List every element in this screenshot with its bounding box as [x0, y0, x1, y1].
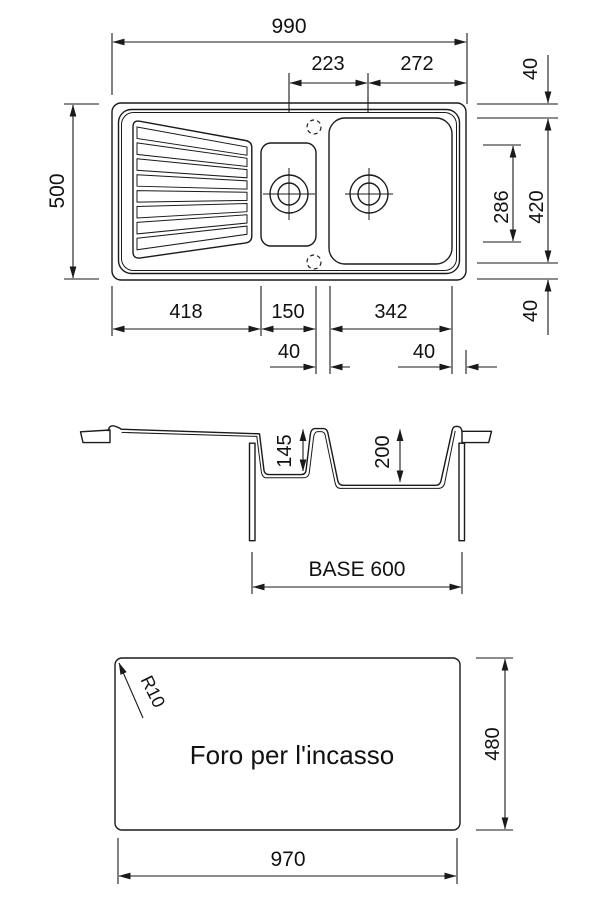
cutout-label: Foro per l'incasso	[189, 740, 395, 770]
large-bowl-drain	[345, 168, 393, 220]
drainboard-grooves	[137, 127, 247, 250]
counter-right	[462, 431, 492, 442]
dim-cutout-width: 970	[270, 848, 306, 871]
top-view	[46, 15, 558, 374]
top-view-extension-lines	[64, 33, 558, 374]
counter-left	[81, 430, 111, 443]
dim-gap-right-edge: 40	[412, 341, 436, 363]
dim-overall-width: 990	[271, 15, 307, 38]
dim-overall-height: 500	[46, 173, 69, 209]
drainboard-outline	[133, 121, 252, 258]
top-view-dimension-lines	[73, 42, 548, 367]
dim-rim-bottom: 40	[520, 299, 542, 323]
dim-base-cabinet: BASE 600	[308, 558, 406, 581]
cutout-extension-lines	[118, 658, 513, 884]
large-bowl	[329, 118, 452, 264]
dim-gap-between-bowls: 40	[277, 341, 301, 363]
cabinet-panel-left	[250, 443, 256, 541]
dim-rim-top: 40	[520, 57, 542, 81]
dim-drain-to-edge: 272	[400, 53, 434, 75]
dim-drainer-width: 418	[169, 301, 203, 323]
dim-large-bowl-length: 420	[526, 190, 548, 224]
tap-hole-top	[307, 120, 321, 134]
dim-small-bowl-length: 286	[491, 190, 513, 224]
radius-leader-line	[119, 663, 143, 718]
dim-small-bowl-width: 150	[271, 301, 305, 323]
dim-drain-spacing: 223	[311, 53, 345, 75]
dim-large-bowl-depth: 200	[372, 435, 394, 469]
dim-small-bowl-depth: 145	[274, 434, 296, 468]
dim-large-bowl-width: 342	[374, 301, 408, 323]
cutout-view	[115, 658, 513, 884]
small-bowl-drain	[263, 168, 315, 220]
dim-cutout-height: 480	[482, 727, 504, 761]
tap-hole-bottom	[307, 255, 321, 269]
section-view	[81, 426, 492, 594]
cabinet-panel-right	[459, 443, 465, 541]
dim-corner-radius: R10	[136, 672, 170, 711]
